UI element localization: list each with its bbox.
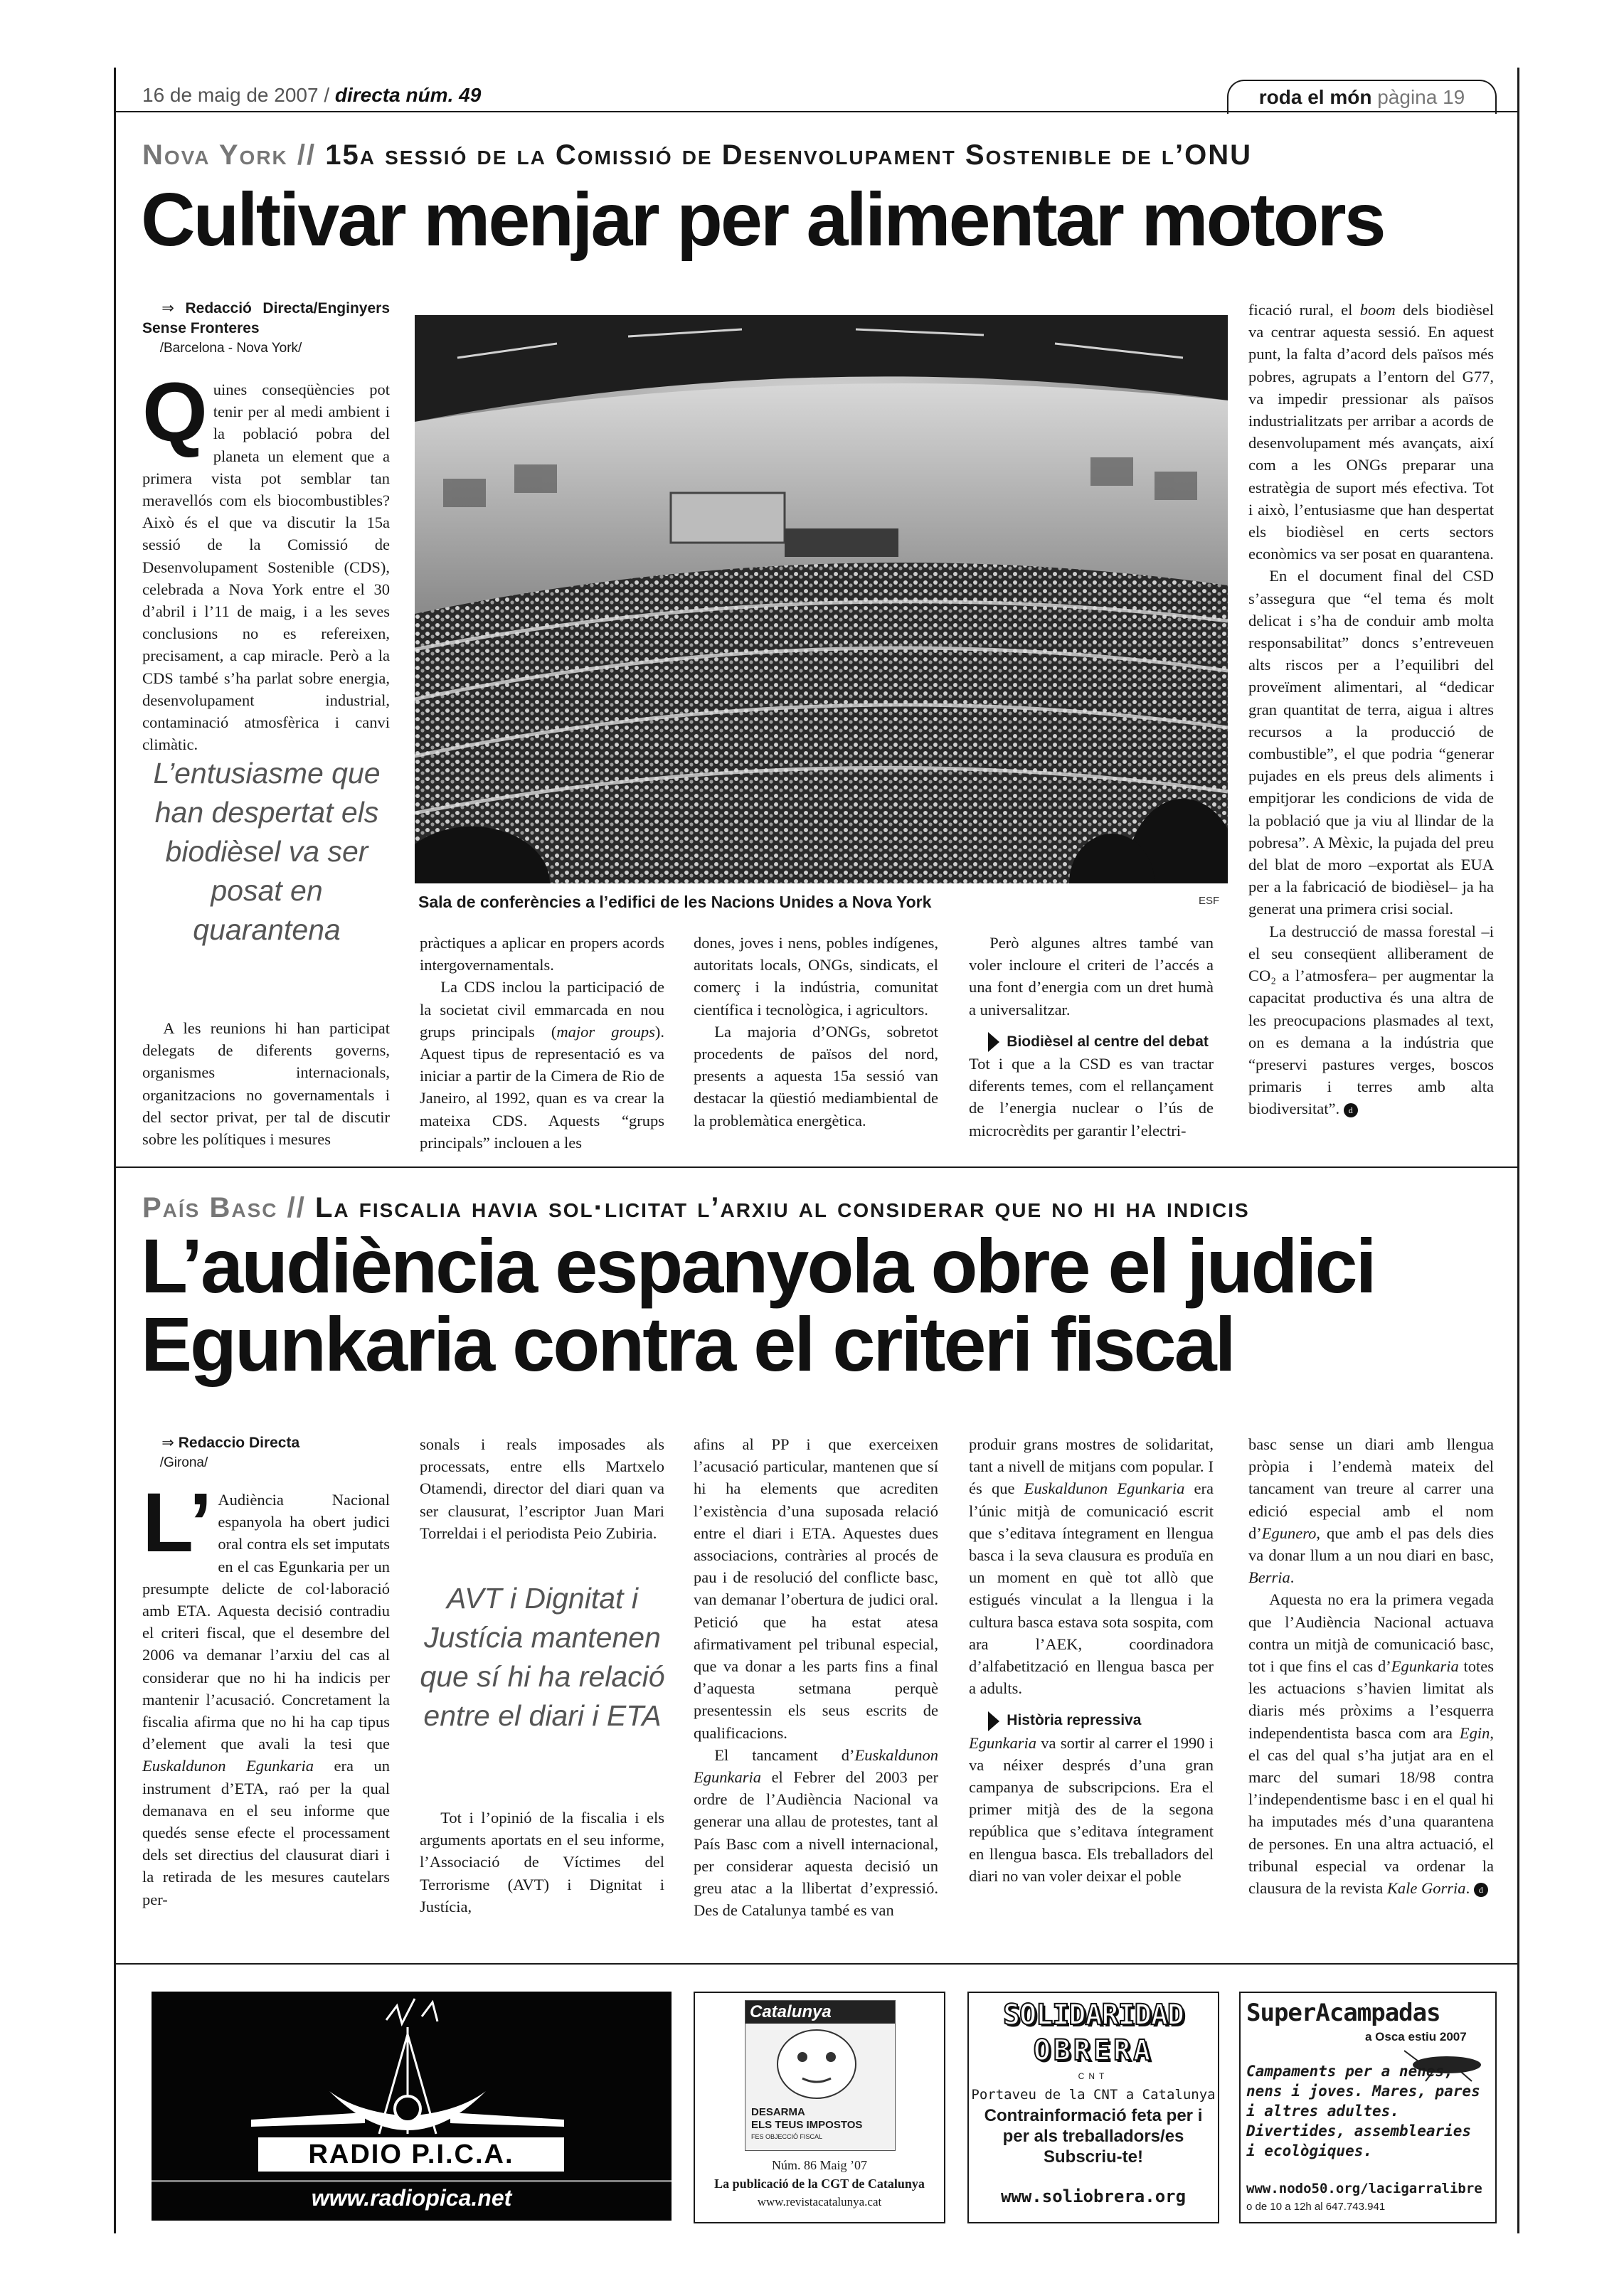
radio-name: RADIO P.I.C.A. [308,2140,514,2169]
kicker-text: La fiscalia havia sol·licitat l’arxiu al considerar que no hi ha indicis [314,1192,1250,1223]
article1-col1 [142,299,390,755]
mask-illustration-icon [745,2025,895,2103]
end-of-article-icon: d [1344,1103,1358,1117]
paragraph: La majoria d’ONGs, sobretot procedents de països del nord, presents a aquesta 15a sessió van destacar la qüestió mediambiental de la problemàtica energètica. [694,1022,938,1130]
article1-col3 [694,932,938,1132]
superacampadas-text: Campaments per a nenes, nens i joves. Mares, pares i altres adultes. Divertides, assemblearies i ecològiques. [1246,2063,1480,2159]
triangle-bullet-icon [988,1032,999,1052]
paragraph: basc sense un diari amb llengua pròpia i l’endemà mateix del tancament van treure al carrer una edició especial amb el nom d’Egunero, que amb el pas dels dies va donar llum a un nou diari en basc, Berria. [1248,1435,1494,1587]
article2-pullquote: AVT i Dignitat i Justícia mantenen que sí hi ha relació entre el diari i ETA [420,1582,665,1732]
article1-col5 [1248,299,1494,1120]
ads-divider [114,1963,1519,1965]
issue-number: directa núm. 49 [334,84,482,106]
header-separator: / [324,84,330,106]
photo-caption: Sala de conferències a l’edifici de les Nacions Unides a Nova York [418,893,932,911]
conference-hall-photo [415,315,1228,883]
kicker-place: Nova York [142,139,288,171]
triangle-bullet-icon [988,1711,999,1731]
section-tab [1227,80,1497,114]
paragraph: La destrucció de massa forestal –i el seu conseqüent alliberament de CO₂ a l’atmosfera– per augmentar la capacitat productiva és una altra de les preocupacions plasmades al text, on es demana a la indústria que “preservi pastures verges, boscos primaris i terres amb alta biodiversitat”. d [1248,922,1494,1118]
catalunya-issue: Núm. 86 Maig ’07 [772,2158,867,2172]
paragraph: dones, joves i nens, pobles indígenes, autoritats locals, ONGs, sindicats, el comerç i la indústria, comunitat científica i tecnològica, i agricultors. [694,934,938,1019]
article-divider [114,1166,1519,1168]
paragraph: Tot i que a la CSD es van tractar diferents temes, com el rellançament de l’energia nuclear o l’ús de microcrèdits per garantir l’electri- [969,1055,1214,1139]
byline [142,1433,390,1453]
solidaridad-org: CNT [1078,2071,1109,2081]
paragraph: sonals i reals imposades als processats, entre ells Martxelo Otamendi, director del diari quan va ser clausurat, l’escriptor Juan Mari Torreldai i el periodista Peio Zubiria. [420,1435,664,1542]
byline-arrow-icon: ⇒ [161,300,174,317]
solidaridad-title: SOLIDARIDAD [1003,1999,1184,2031]
header-date-issue [142,84,481,107]
page-right-rule [1517,68,1519,2233]
paragraph: En el document final del CSD s’assegura que “el tema és molt delicat i s’ha de conduir amb molta responsabilitat” doncs s’entreveuen alts riscos per a l’equilibri del proveïment alimentari, al “dedicar gran quantitat de terra, aigua i altres recursos a la producció de combustible”, el que podria “generar pujades en els preus dels aliments i empitjorar les condicions de vida de la població que ja viu al llindar de la pobresa”. A Mèxic, la pujada del preu del blat de moro –exportat als EUA per a la fabricació de biodièsel– ja ha generat una primera crisi social. [1248,567,1494,918]
subheading: Història repressiva [969,1709,1214,1731]
conference-hall-illustration [415,315,1228,883]
paragraph: Però algunes altres també van voler incloure el criteri de l’accés a una font d’energia com un dret humà a universalitzar. [969,934,1214,1019]
catalunya-cover [745,2000,896,2151]
kicker-place: País Basc [142,1192,278,1223]
article1-lead: Quines conseqüències pot tenir per al medi ambient i la població pobra del planeta un element que a primera vista pot semblar tan meravellós com els biocombustibles? Això és el que va discutir la 15a sessió de la Comissió de Desenvolupament Sostenible (CDS), celebrada a Nova York entre el 30 d’abril i l’11 de maig, i a les seves conclusions no es refereixen, precisament, a cap miracle. Però a la CDS també s’ha parlat sobre energia, desenvolupament industrial, contaminació atmosfèrica i canvi climàtic. [142,366,390,754]
kicker-text: 15a sessió de la Comissió de Desenvolupament Sostenible de l’ONU [325,139,1253,171]
paragraph: afins al PP i que exerceixen l’acusació particular, mantenen que sí hi ha elements que acrediten l’existència d’una suposada relació entre el diari i ETA. Aquestes dues associacions, contràries al procés de pau i de resolució del conflicte basc, van demanar l’obertura de judici oral. Petició que ha estat atesa afirmativament pel tribunal especial, que va donar a les parts fins a final d’aquesta setmana perquè presentessin els seus escrits de qualificacions. [694,1435,938,1742]
paragraph: produir grans mostres de solidaritat, tant a nivell de mitjans com popular. I és que Euskaldunon Egunkaria era l’únic mitjà de comunicació escrit que s’editava íntegrament en llengua basca i la seva clausura es produïa en un moment en què tot allò que estigués vinculat a la llengua i la cultura basca estava sota sospita, com ara l’AEK, coordinadora d’alfabetització en llengua basca per a adults. [969,1435,1214,1698]
paragraph: A les reunions hi han participat delegats de diferents governs, organismes internacionals, organitzacions no governamentals i del sector privat, per tal de discutir sobre les polítiques i mesures [142,1019,390,1149]
superacampadas-ad[interactable] [1239,1992,1497,2223]
solidaridad-obrera-ad[interactable] [967,1992,1219,2223]
dropcap: Q [142,366,208,459]
issue-date: 16 de maig de 2007 [142,84,319,106]
article2-col3 [694,1433,938,1921]
paragraph: Egunkaria va sortir al carrer el 1990 i va néixer després d’una gran campanya de subscripcions. Era el primer mitjà des de la segona república que s’editava íntegrament en llengua basca. Els treballadors del diari no van voler deixar el poble [969,1733,1214,1885]
dropcap: L’ [142,1476,213,1570]
paragraph: ficació rural, el boom dels biodièsel va centrar aquesta sessió. En aquest punt, la falta d’acord dels països més pobres, agrupats a l’entorn del G77, va impedir pressionar als països industrialitzats per arribar a acords de desenvolupament més avançats, així com a les ONGs preparar una estratègia de suport més efectiva. Tot i això, l’entusiasme que han despertat els biodièsel en certs sectors econòmics va ser posat en quarantena. [1248,301,1494,563]
solidaridad-slogan: Contrainformació feta per i per als treballadors/es Subscriu-te! [984,2106,1203,2167]
article2-col4 [969,1433,1214,1887]
byline [142,299,390,339]
cover-small: FES OBJECCIÓ FISCAL [751,2133,823,2140]
subheading: Biodièsel al centre del debat [969,1031,1214,1053]
paragraph: Aquesta no era la primera vegada que l’Audiència Nacional actuava contra un mitjà de comunicació basc, tot i que fins el cas d’Egunkaria totes les actuacions s’havien limitat als diaris més pròxims a l’esquerra independentista basca com ara Egin, el cas del qual s’ha jutjat ara en el marc del sumari 18/98 contra l’independentisme basc i en el qual hi ha imputades més d’una quarantena de persones. En una altra actuació, el tribunal especial va ordenar la clausura de la revista Kale Gorria. d [1248,1590,1495,1898]
superacampadas-hours: o de 10 a 12h al 647.743.941 [1246,2201,1386,2213]
catalunya-magazine-ad[interactable] [694,1992,945,2223]
article2-kicker [142,1192,1250,1224]
paragraph: Tot i l’opinió de la fiscalia i els arguments aportats en el seu informe, l’Associació de Víctimes del Terrorisme (AVT) i Dignitat i Justícia, [420,1809,664,1915]
byline-text: Redacció Directa/Enginyers Sense Fronteres [142,300,390,336]
section-name: roda el món [1258,86,1372,108]
article1-headline: Cultivar menjar per alimentar motors [141,178,1384,262]
photo-credit: ESF [1199,895,1220,907]
solidaridad-sub: Portaveu de la CNT a Catalunya [971,2087,1216,2103]
kicker-separator: // [297,139,317,171]
superacampadas-url[interactable]: www.nodo50.org/lacigarralibre [1246,2181,1482,2196]
catalunya-desc: La publicació de la CGT de Catalunya [714,2177,925,2191]
article1-pullquote: L’entusiasme que han despertat els biodièsel va ser posat en quarantena [153,757,381,946]
page-number: pàgina 19 [1377,86,1465,108]
dateline: /Barcelona - Nova York/ [159,341,302,356]
paragraph: La CDS inclou la participació de la societat civil emmarcada en nou grups principals (major groups). Aquest tipus de representació es va iniciar a partir de la Cimera de Rio de Janeiro, al 1992, quan es va crear la mateixa CDS. Aquests “grups principals” inclouen a les [420,978,665,1152]
headline-line: L’audiència espanyola obre el judici [141,1223,1375,1309]
superacampadas-title: SuperAcampadas [1246,1999,1440,2027]
article2-lead: L’ Audiència Nacional espanyola ha obert judici oral contra els set imputats en el cas Egunkaria per un presumpte delicte de col·laboració amb ETA. Aquesta decisió contradiu el criteri fiscal, que el desembre del 2006 va demanar l’arxiu del cas al considerar que no hi ha indicis per mantenir l’acusació. Concretament la fiscalia afirma que no hi ha cap tipus d’element que avali la tesi que Euskaldunon Egunkaria era un instrument d’ETA, raó per la qual demanava en el seu informe que quedés sense efecte el processament dels set directius del clausurat diari i la retirada de les mesures cautelars per- [142,1476,390,1908]
cover-line: ELS TEUS IMPOSTOS [751,2119,863,2131]
article1-kicker [142,139,1252,171]
radio-pica-ad[interactable] [152,1992,672,2221]
catalunya-logo: Catalunya [745,2001,895,2024]
catalunya-url[interactable]: www.revistacatalunya.cat [757,2195,882,2209]
article1-col2 [420,932,664,1154]
solidaridad-title: OBRERA [1033,2034,1154,2067]
headline-line: Egunkaria contra el criteri fiscal [141,1301,1234,1388]
article2-col5 [1248,1433,1494,1899]
superacampadas-subtitle: a Osca estiu 2007 [1365,2030,1467,2043]
byline-arrow-icon: ⇒ [161,1435,174,1451]
radio-url[interactable]: www.radiopica.net [311,2185,512,2211]
end-of-article-icon: d [1474,1883,1488,1897]
paragraph: El tancament d’Euskaldunon Egunkaria el Febrer del 2003 per ordre de l’Audiència Nacional va generar una allau de protestes, tant al País Basc com a nivell internacional, per considerar aquesta decisió un greu atac a la llibertat d’expressió. Des de Catalunya també es van [694,1745,938,1920]
article2-headline [141,1223,1375,1388]
solidaridad-url[interactable]: www.soliobrera.org [1000,2186,1187,2206]
kicker-separator: // [287,1192,306,1223]
byline-text: Redaccio Directa [178,1435,300,1451]
article2-col1 [142,1433,390,1910]
paragraph: pràctiques a aplicar en propers acords intergovernamentals. [420,934,664,974]
cover-line: DESARMA [751,2106,805,2118]
article2-col2-bottom [420,1807,664,1918]
article1-col4 [969,932,1214,1142]
article2-col2 [420,1433,664,1544]
page-left-rule [114,68,116,2233]
article1-col1-bottom [142,1017,390,1150]
dateline: /Girona/ [159,1455,208,1470]
